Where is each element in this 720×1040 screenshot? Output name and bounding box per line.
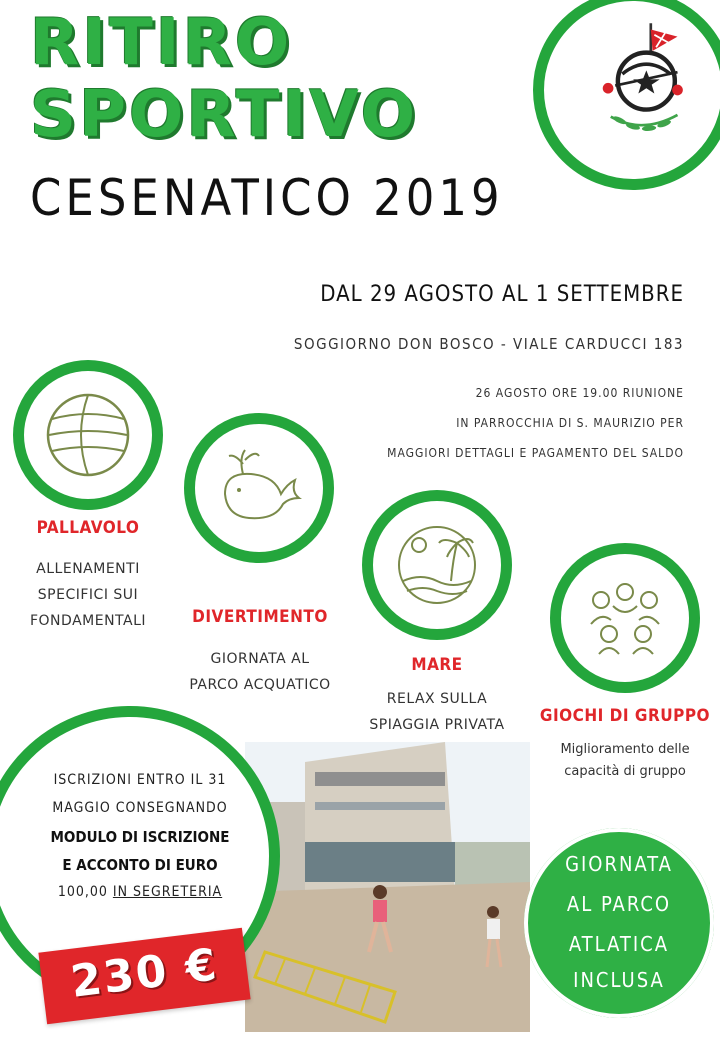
registration-line-5 <box>40 884 240 900</box>
activity-desc-pallavolo-1: ALLENAMENTI <box>36 561 140 577</box>
activity-desc-divertimento-1: GIORNATA AL <box>210 651 310 667</box>
event-location: SOGGIORNO DON BOSCO - VIALE CARDUCCI 183 <box>293 335 684 353</box>
activity-title-giochi: GIOCHI DI GRUPPO <box>539 706 711 726</box>
subtitle: CESENATICO 2019 <box>30 169 504 227</box>
activity-desc-mare-1: RELAX SULLA <box>386 691 488 707</box>
title-line-1: RITIRO <box>30 6 293 80</box>
group-circle <box>550 543 700 693</box>
meeting-line-2: IN PARROCCHIA DI S. MAURIZIO PER <box>456 416 684 430</box>
scout-emblem-icon <box>544 1 720 179</box>
registration-line-3: MODULO DI ISCRIZIONE <box>50 828 230 846</box>
activity-desc-pallavolo-3: FONDAMENTALI <box>29 613 147 629</box>
beach-icon <box>373 501 501 629</box>
registration-line-2: MAGGIO CONSEGNANDO <box>52 800 228 816</box>
activity-photo <box>245 742 530 1032</box>
volleyball-circle <box>13 360 163 510</box>
whale-circle <box>184 413 334 563</box>
activity-desc-divertimento-2: PARCO ACQUATICO <box>189 677 331 693</box>
registration-amount: 100,00 <box>57 884 108 900</box>
registration-line-1: ISCRIZIONI ENTRO IL 31 <box>53 772 227 788</box>
volleyball-icon <box>24 371 152 499</box>
badge-line-4: INCLUSA <box>573 968 665 992</box>
activity-desc-giochi-2: capacità di gruppo <box>564 764 686 779</box>
logo-circle <box>533 0 720 190</box>
activity-title-pallavolo: PALLAVOLO <box>36 518 140 538</box>
badge-line-3: ATLATICA <box>568 932 670 956</box>
registration-office: IN SEGRETERIA <box>112 884 223 900</box>
activity-desc-giochi-1: Miglioramento delle <box>560 742 690 757</box>
price-text: 230 € <box>68 939 221 1008</box>
activity-desc-pallavolo-2: SPECIFICI SUI <box>37 587 139 603</box>
activity-title-mare: MARE <box>411 655 463 675</box>
activity-desc-mare-2: SPIAGGIA PRIVATA <box>369 717 505 733</box>
event-dates: DAL 29 AGOSTO AL 1 SETTEMBRE <box>320 282 684 307</box>
photo-illustration <box>245 742 530 1032</box>
badge-line-2: AL PARCO <box>566 892 672 916</box>
beach-circle <box>362 490 512 640</box>
meeting-line-1: 26 AGOSTO ORE 19.00 RIUNIONE <box>475 386 684 400</box>
group-icon <box>561 554 689 682</box>
title-line-2: SPORTIVO <box>30 78 419 152</box>
activity-title-divertimento: DIVERTIMENTO <box>192 607 328 627</box>
meeting-line-3: MAGGIORI DETTAGLI E PAGAMENTO DEL SALDO <box>387 446 684 460</box>
registration-line-4: E ACCONTO DI EURO <box>62 856 218 874</box>
whale-icon <box>195 424 323 552</box>
badge-line-1: GIORNATA <box>565 852 673 876</box>
